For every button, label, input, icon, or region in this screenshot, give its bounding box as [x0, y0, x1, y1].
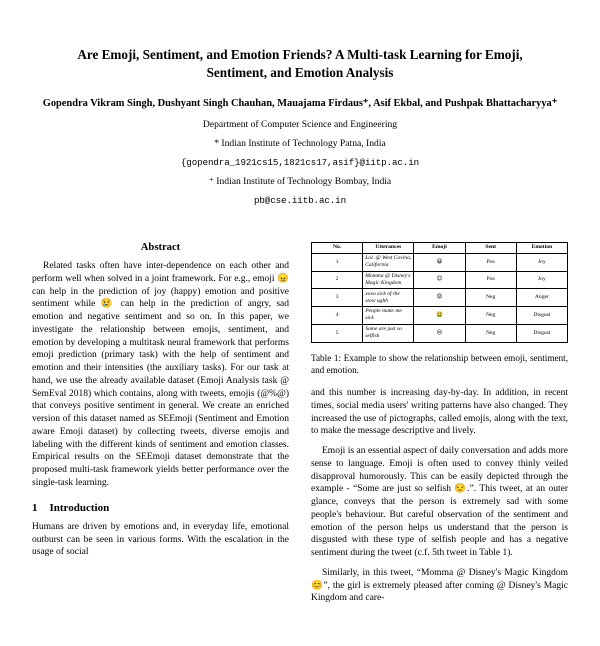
cell-utterance: Lol. @ West Covina, California: [363, 253, 414, 271]
table-row: [312, 289, 568, 307]
cell-emotion: Anger: [516, 289, 567, 307]
introduction-number: 1: [32, 501, 38, 514]
table-row: [312, 253, 568, 271]
author-list: Gopendra Vikram Singh, Dushyant Singh Chauhan, Mauajama Firdaus⁺, Asif Ekbal, and Pushpak Bhattacharyya⁺: [42, 98, 558, 110]
table-row: [312, 324, 568, 342]
cell-emotion: Joy: [516, 271, 567, 289]
cell-sentiment: Neg: [465, 307, 516, 325]
introduction-heading: [32, 502, 289, 514]
cell-sentiment: Pos: [465, 253, 516, 271]
abstract-heading: Abstract: [140, 242, 181, 253]
email-iitp: {gopendra_1921cs15,1821cs17,asif}@iitp.ac.in: [180, 156, 420, 168]
cell-no: 4: [312, 307, 363, 325]
cell-utterance: Momma @ Disney's Magic Kingdom: [363, 271, 414, 289]
cell-emotion: Disgust: [516, 307, 567, 325]
email-iitb: pb@cse.iitb.ac.in: [253, 194, 347, 206]
cell-emoji: 🤮: [414, 307, 465, 325]
cell-emotion: Joy: [516, 253, 567, 271]
table-1-caption: Table 1: Example to show the relationship between emoji, sentiment, and emotion.: [311, 352, 568, 375]
cell-utterance: Some are just so selfish: [363, 324, 414, 342]
introduction-paragraph-1: Humans are driven by emotions and, in everyday life, emotional outburst can be seen in various forms. With the escalation in the usage of social: [32, 521, 289, 558]
col-emoji: Emoji: [414, 243, 465, 254]
col-emotion: Emotion: [516, 243, 567, 254]
page-title: Are Emoji, Sentiment, and Emotion Friends? A Multi-task Learning for Emoji, Sentiment, and Emotion Analysis: [77, 47, 523, 81]
col-no: No.: [312, 243, 363, 254]
right-column: [311, 242, 568, 612]
abstract-text: Related tasks often have inter-dependence on each other and perform well when solved in a joint framework. For e.g., emoji 😠 can help in the prediction of joy (happy) emotion and positive sentiment while 😢 can help in the prediction of angry, sad emotion and negative sentiment and so on. In this paper, we investigate the relationship between emojis, sentiment, and emotion by developing a multitask neural framework that performs emoji prediction (primary task) with the help of sentiment and emotion and their intensities (the auxiliary tasks). For our task at hand, we use the already available dataset (Emoji Analysis task @ SemEval 2018) which contains, along with tweets, emojis (@%@) that conveys positive sentiment in general. We create an enriched version of this dataset named as SEEmoji (Sentiment and Emotion aware Emoji dataset) by collecting tweets, diverse emojis and labeling with the different kinds of sentiment and emotion classes. Empirical results on the SEEmoji dataset demonstrate that the proposed multi-task framework yields better performance over the single-task learning.: [32, 261, 289, 489]
cell-emoji: 😒: [414, 324, 465, 342]
col-sent: Sent: [465, 243, 516, 254]
table-row: [312, 307, 568, 325]
introduction-title: Introduction: [49, 501, 110, 514]
col-utterances: Utterances: [363, 243, 414, 254]
two-column-body: [32, 242, 568, 612]
table-1-wrapper: [311, 242, 568, 343]
paper-page: [0, 46, 600, 646]
cell-sentiment: Neg: [465, 324, 516, 342]
cell-emoji: 😆: [414, 253, 465, 271]
cell-emoji: 😡: [414, 289, 465, 307]
affiliation-iit-patna: * Indian Institute of Technology Patna, India: [214, 138, 386, 150]
cell-no: 2: [312, 271, 363, 289]
cell-sentiment: Neg: [465, 289, 516, 307]
cell-sentiment: Pos: [465, 271, 516, 289]
example-table: [311, 242, 568, 343]
affiliation-iit-bombay: ⁺ Indian Institute of Technology Bombay, India: [208, 176, 392, 188]
right-paragraph-2: Emoji is an essential aspect of daily conversation and adds more sense to language. Emoji is often used to convey thinly veiled disapproval humorously. This can be easily depicted through the example - “Some are just so selfish 😒.”. This tweet, at an outer glance, conveys that the person is extremely sad with some people's behaviour. But careful observation of the sentiment and emotion of the person helps us understand that the person is disgusted with these type of selfish people and has a negative sentiment during the tweet (c.f. 5th tweet in Table 1).: [311, 446, 568, 559]
cell-no: 1: [312, 253, 363, 271]
cell-no: 5: [312, 324, 363, 342]
table-header-row: [312, 243, 568, 254]
cell-utterance: xoxo sick of the stow ughh: [363, 289, 414, 307]
right-paragraph-1: and this number is increasing day-by-day. In addition, in recent times, social media users' writing patterns have also changed. They increased the use of pictographs, called emojis, along with the text, to make the message descriptive and lively.: [311, 387, 568, 437]
cell-emoji: 😊: [414, 271, 465, 289]
table-row: [312, 271, 568, 289]
affiliation-department: Department of Computer Science and Engineering: [202, 119, 398, 131]
cell-emotion: Disgust: [516, 324, 567, 342]
cell-utterance: People make me sick: [363, 307, 414, 325]
right-paragraph-3: Similarly, in this tweet, “Momma @ Disney's Magic Kingdom 😊”, the girl is extremely pleased after coming @ Disney's Magic Kingdom and care-: [311, 567, 568, 604]
cell-no: 3: [312, 289, 363, 307]
left-column: [32, 242, 289, 612]
